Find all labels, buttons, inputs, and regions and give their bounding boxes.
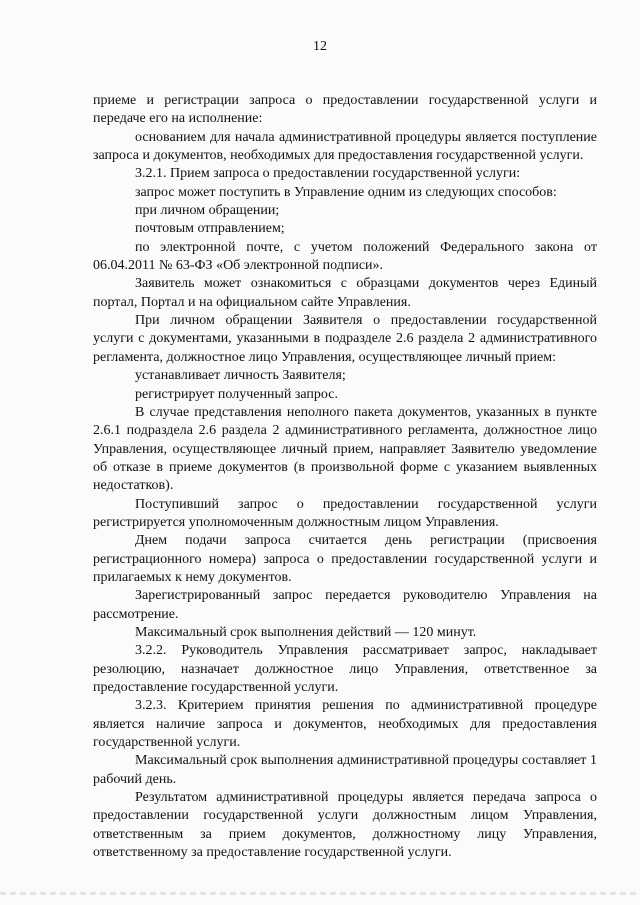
paragraph-method-post: почтовым отправлением; [135,221,285,237]
paragraph-transfer-to-head: Зарегистрированный запрос передается руководителю Управления на рассмотрение. [93,588,597,622]
paragraph-3-2-3: 3.2.3. Критерием принятия решения по административной процедуре является наличие запроса и документов, необходимых для предоставления государственной услуги. [93,698,597,751]
scan-artifact-line [0,892,640,895]
paragraph-3-2-1: 3.2.1. Прием запроса о предоставлении государственной услуги: [135,166,521,182]
paragraph-personal-appeal: При личном обращении Заявителя о предоставлении государственной услуги с документами, указанными в подразделе 2.6 раздела 2 административного регламента, должностное лицо Управления, осуществляющее личный прием: [93,313,597,365]
paragraph-result: Результатом административной процедуры является передача запроса о предоставлении государственной услуги должностным лицом Управления, ответственным за прием документов, должностному лицу Управления, ответственному за предоставление государственной услуги. [93,790,597,861]
page-number: 12 [313,39,327,54]
paragraph-intro-continuation: приеме и регистрации запроса о предоставлении государственной услуги и передаче его на исполнение: [93,93,597,127]
paragraph-method-in-person: при личном обращении; [135,203,280,219]
paragraph-max-time-day: Максимальный срок выполнения административной процедуры составляет 1 рабочий день. [93,753,597,787]
paragraph-register-request: регистрирует полученный запрос. [135,386,338,402]
paragraph-max-time-minutes: Максимальный срок выполнения действий — 120 минут. [135,624,477,640]
paragraph-submission-methods: запрос может поступить в Управление одним из следующих способов: [135,184,557,200]
paragraph-filing-date: Днем подачи запроса считается день регистрации (присвоения регистрационного номера) запроса о предоставлении государственной услуги и прилагаемых к нему документов. [93,533,597,585]
paragraph-incomplete-package: В случае представления неполного пакета документов, указанных в пункте 2.6.1 подраздела 2.6 раздела 2 административного регламента, должностное лицо Управления, осуществляющее личный прием, направляет Заявителю уведомление об отказе в приеме документов (в произвольной форме с указанием выявленных недостатков). [93,404,597,494]
paragraph-document-samples: Заявитель может ознакомиться с образцами документов через Единый портал, Портал и на официальном сайте Управления. [93,276,597,310]
document-body [93,92,597,862]
paragraph-registration: Поступивший запрос о предоставлении государственной услуги регистрируется уполномоченным должностным лицом Управления. [93,496,597,530]
paragraph-method-email: по электронной почте, с учетом положений Федерального закона от 06.04.2011 № 63-ФЗ «Об электронной подписи». [93,239,597,274]
paragraph-3-2-2: 3.2.2. Руководитель Управления рассматривает запрос, накладывает резолюцию, назначает должностное лицо Управления, ответственное за предоставление государственной услуги. [93,643,597,695]
paragraph-basis: основанием для начала административной процедуры является поступление запроса и документов, необходимых для предоставления государственной услуги. [93,129,597,164]
paragraph-identify-applicant: устанавливает личность Заявителя; [135,368,346,384]
